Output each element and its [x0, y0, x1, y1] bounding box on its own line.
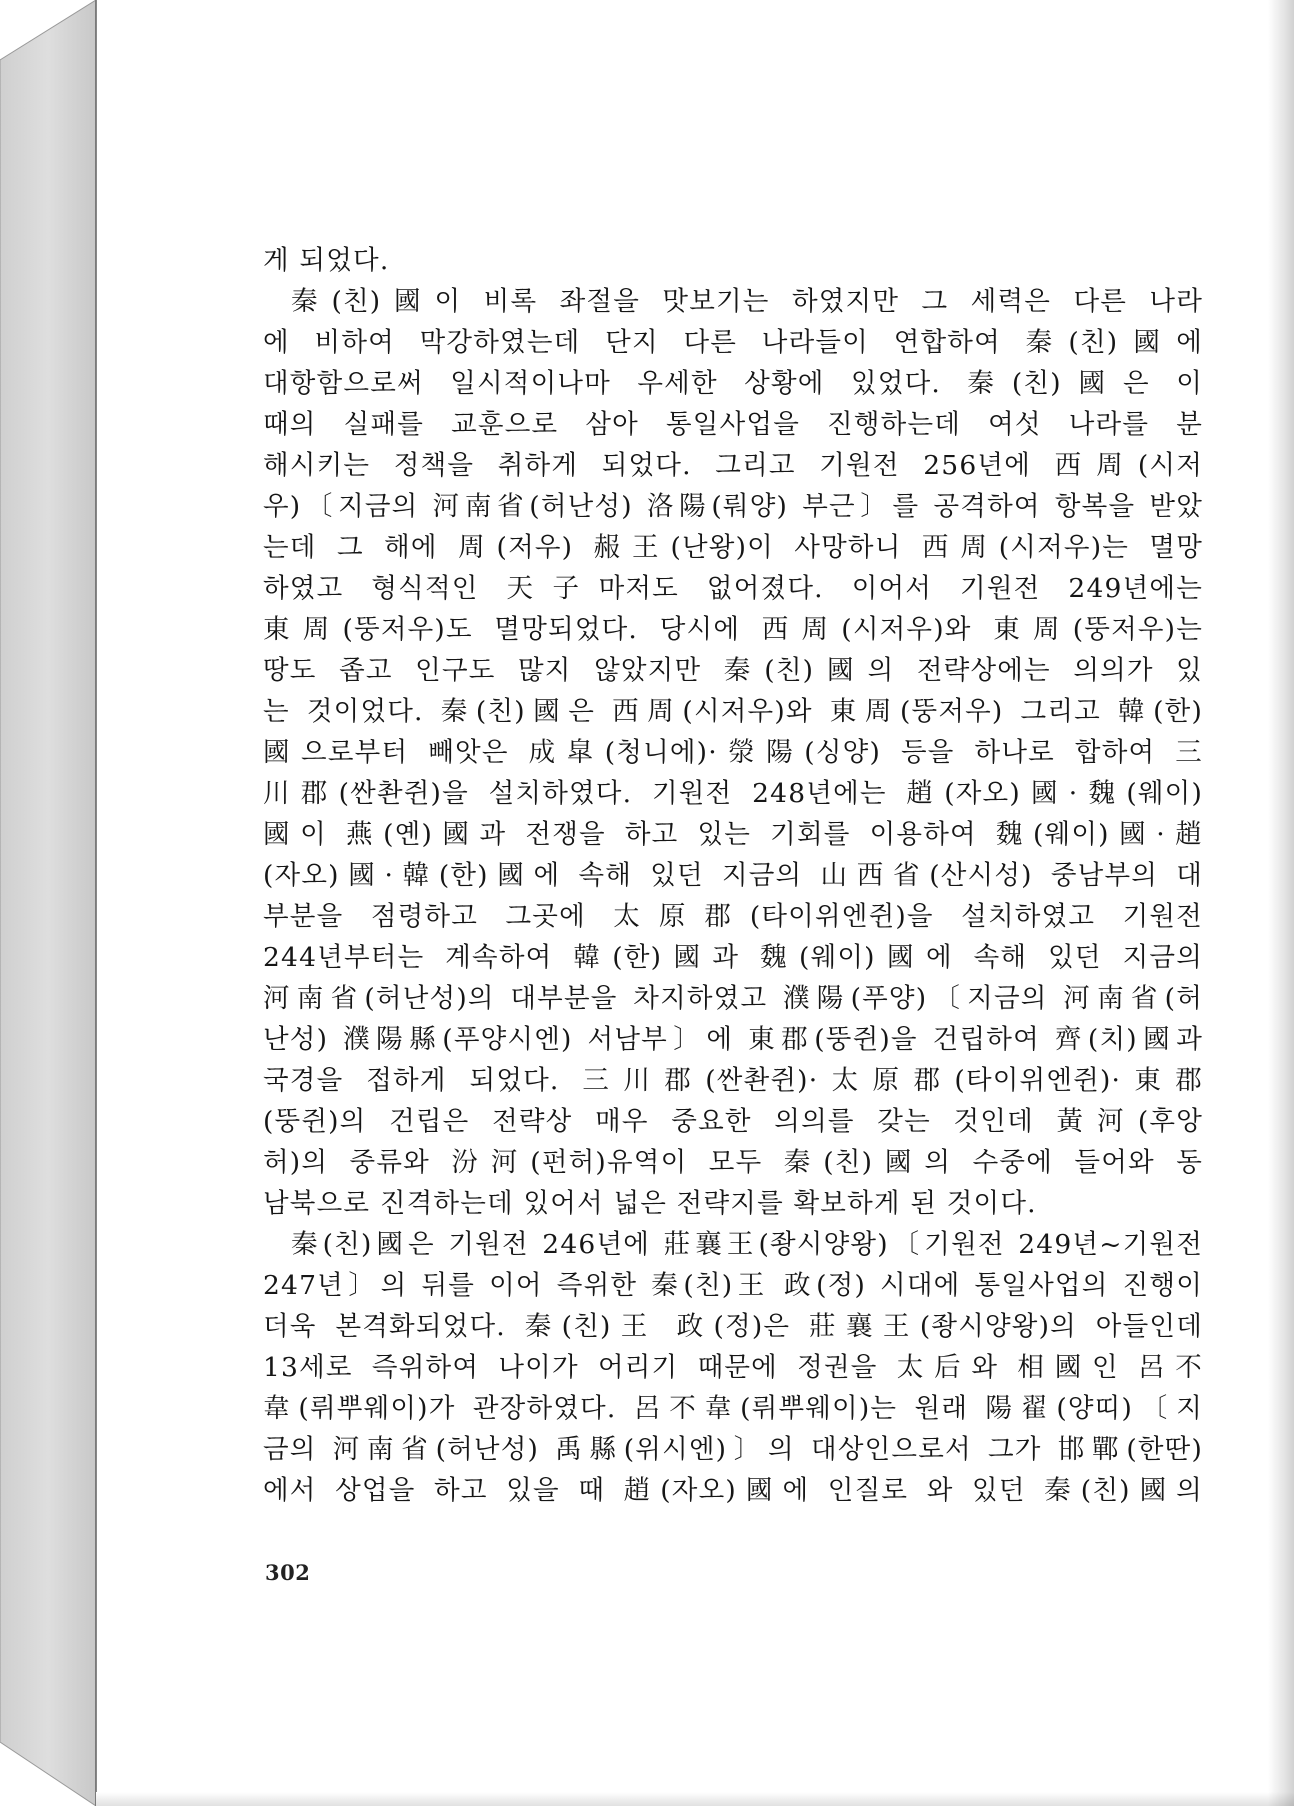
- text-line: (자오)國·韓(한)國에 속해 있던 지금의 山西省(산시성) 중남부의 대: [263, 860, 1203, 891]
- book-spine: [0, 0, 96, 1806]
- text-line: 국경을 접하게 되었다. 三川郡(싼촨쥔)·太原郡(타이위엔쥔)·東郡: [263, 1065, 1203, 1096]
- text-line: 에 비하여 막강하였는데 단지 다른 나라들이 연합하여 秦(친)國에: [263, 327, 1203, 358]
- book-spine-graphic: [0, 0, 96, 1806]
- text-line: 해시키는 정책을 취하게 되었다. 그리고 기원전 256년에 西周(시저: [263, 450, 1203, 481]
- book-page: [96, 0, 1269, 1792]
- body-text: [263, 240, 1203, 1511]
- text-line: 는데 그 해에 周(저우) 赧王(난왕)이 사망하니 西周(시저우)는 멸망: [263, 532, 1203, 563]
- text-line: 韋(뤼뿌웨이)가 관장하였다. 呂不韋(뤼뿌웨이)는 원래 陽翟(양띠)〔지: [263, 1393, 1203, 1424]
- text-line: 13세로 즉위하여 나이가 어리기 때문에 정권을 太后와 相國인 呂不: [263, 1352, 1203, 1383]
- text-line: 허)의 중류와 汾河(펀허)유역이 모두 秦(친)國의 수중에 들어와 동: [263, 1147, 1203, 1178]
- text-line: 國으로부터 빼앗은 成皐(청니에)·滎陽(싱양) 등을 하나로 합하여 三: [263, 737, 1203, 768]
- text-line: 남북으로 진격하는데 있어서 넓은 전략지를 확보하게 된 것이다.: [263, 1188, 1037, 1219]
- text-line: 244년부터는 계속하여 韓(한)國과 魏(웨이)國에 속해 있던 지금의: [263, 942, 1203, 973]
- text-line: 우)〔지금의 河南省(허난성) 洛陽(뤄양) 부근〕를 공격하여 항복을 받았: [263, 491, 1203, 522]
- text-line: 에서 상업을 하고 있을 때 趙(자오)國에 인질로 와 있던 秦(친)國의: [263, 1475, 1203, 1506]
- text-line: 河南省(허난성)의 대부분을 차지하였고 濮陽(푸양)〔지금의 河南省(허: [263, 983, 1203, 1014]
- page-number: 302: [265, 1560, 311, 1585]
- text-line: 秦(친)國이 비록 좌절을 맛보기는 하였지만 그 세력은 다른 나라: [291, 286, 1203, 317]
- text-line: 國이 燕(옌)國과 전쟁을 하고 있는 기회를 이용하여 魏(웨이)國·趙: [263, 819, 1203, 850]
- text-line: 川郡(싼촨쥔)을 설치하였다. 기원전 248년에는 趙(자오)國·魏(웨이): [263, 778, 1203, 809]
- text-line: 부분을 점령하고 그곳에 太原郡(타이위엔쥔)을 설치하였고 기원전: [263, 901, 1203, 932]
- text-line: 는 것이었다. 秦(친)國은 西周(시저우)와 東周(뚱저우) 그리고 韓(한): [263, 696, 1203, 727]
- text-line: 게 되었다.: [263, 245, 390, 276]
- text-line: 난성) 濮陽縣(푸양시엔) 서남부〕에 東郡(뚱쥔)을 건립하여 齊(치)國과: [263, 1024, 1203, 1055]
- text-line: 대항함으로써 일시적이나마 우세한 상황에 있었다. 秦(친)國은 이: [263, 368, 1203, 399]
- text-line: 東周(뚱저우)도 멸망되었다. 당시에 西周(시저우)와 東周(뚱저우)는: [263, 614, 1203, 645]
- text-line: 247년〕의 뒤를 이어 즉위한 秦(친)王 政(정) 시대에 통일사업의 진행이: [263, 1270, 1203, 1301]
- text-line: 금의 河南省(허난성) 禹縣(위시엔)〕의 대상인으로서 그가 邯鄲(한딴): [263, 1434, 1203, 1465]
- page-bottom-shadow: [96, 1792, 1294, 1806]
- text-line: 때의 실패를 교훈으로 삼아 통일사업을 진행하는데 여섯 나라를 분: [263, 409, 1203, 440]
- text-line: 하였고 형식적인 天子마저도 없어졌다. 이어서 기원전 249년에는: [263, 573, 1203, 604]
- text-line: 더욱 본격화되었다. 秦(친)王 政(정)은 莊襄王(좡시양왕)의 아들인데: [263, 1311, 1203, 1342]
- page-edge-shadow: [1268, 0, 1294, 1806]
- text-line: 秦(친)國은 기원전 246년에 莊襄王(좡시양왕)〔기원전 249년~기원전: [291, 1229, 1203, 1260]
- text-line: (뚱쥔)의 건립은 전략상 매우 중요한 의의를 갖는 것인데 黃河(후앙: [263, 1106, 1203, 1137]
- text-line: 땅도 좁고 인구도 많지 않았지만 秦(친)國의 전략상에는 의의가 있: [263, 655, 1203, 686]
